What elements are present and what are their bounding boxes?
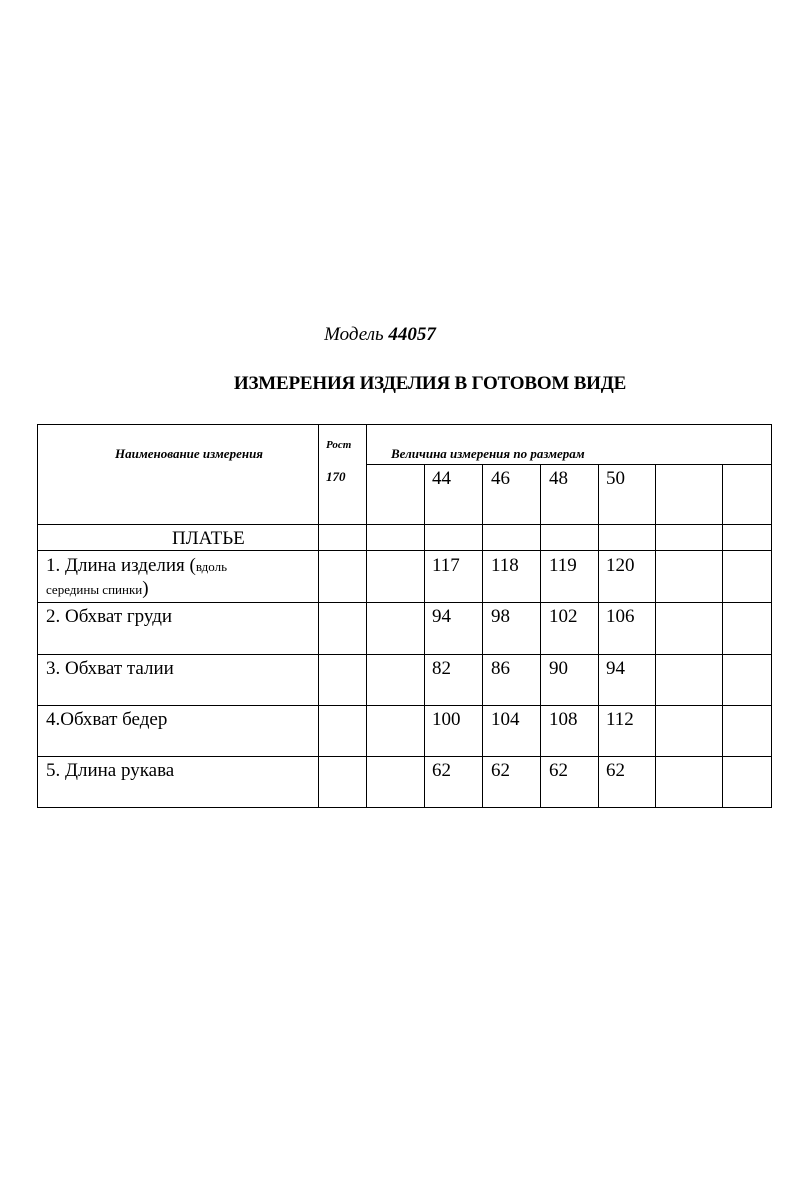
- section-label: ПЛАТЬЕ: [172, 528, 245, 549]
- row-line-3: [37, 705, 772, 706]
- row-1-name-note: вдоль: [195, 559, 228, 574]
- table-border-top: [37, 424, 772, 425]
- row-3-name: 3. Обхват талии: [46, 658, 174, 679]
- table-border-bottom: [37, 807, 772, 808]
- row-2-value-46: 98: [491, 606, 510, 627]
- col-line-48: [540, 464, 541, 808]
- row-3-value-48: 90: [549, 658, 568, 679]
- model-prefix: Модель: [324, 324, 384, 345]
- row-3-value-46: 86: [491, 658, 510, 679]
- row-line-4: [37, 756, 772, 757]
- row-4-value-48: 108: [549, 709, 578, 730]
- row-4-name: 4.Обхват бедер: [46, 709, 168, 730]
- row-line-2: [37, 654, 772, 655]
- col-line-46: [482, 464, 483, 808]
- row-1-name-main: 1. Длина изделия (: [46, 555, 196, 576]
- height-value: 170: [326, 469, 346, 484]
- height-label: Рост: [326, 439, 352, 451]
- row-1-value-46: 118: [491, 555, 519, 576]
- name-column-header: Наименование измерения: [115, 446, 263, 461]
- row-1-value-48: 119: [549, 555, 577, 576]
- row-2-value-44: 94: [432, 606, 451, 627]
- row-1-name-note-2: середины спинки: [46, 582, 143, 597]
- row-5-value-48: 62: [549, 760, 568, 781]
- row-3-value-44: 82: [432, 658, 451, 679]
- col-line-extra-2: [722, 464, 723, 808]
- row-5-name: 5. Длина рукава: [46, 760, 175, 781]
- document-title: ИЗМЕРЕНИЯ ИЗДЕЛИЯ В ГОТОВОМ ВИДЕ: [233, 373, 627, 394]
- row-1-name-close: ): [142, 578, 149, 599]
- row-3-value-50: 94: [606, 658, 625, 679]
- row-4-value-44: 100: [432, 709, 461, 730]
- row-5-value-46: 62: [491, 760, 510, 781]
- col-line-sizes: [366, 424, 367, 808]
- row-1-value-50: 120: [606, 555, 635, 576]
- header-bottom-line: [37, 524, 772, 525]
- row-5-value-50: 62: [606, 760, 625, 781]
- col-line-44: [424, 464, 425, 808]
- size-header-44: 44: [432, 468, 451, 489]
- row-2-name: 2. Обхват груди: [46, 606, 173, 627]
- model-line: [0, 324, 760, 346]
- model-number: 44057: [388, 324, 436, 345]
- sizes-header: Величина измерения по размерам: [391, 446, 585, 461]
- col-line-height: [318, 424, 319, 808]
- row-1-name: [46, 555, 227, 577]
- row-4-value-46: 104: [491, 709, 520, 730]
- row-4-value-50: 112: [606, 709, 634, 730]
- col-line-extra-1: [655, 464, 656, 808]
- row-2-value-50: 106: [606, 606, 635, 627]
- row-2-value-48: 102: [549, 606, 578, 627]
- section-bottom-line: [37, 550, 772, 551]
- header-split-line: [366, 464, 772, 465]
- row-5-value-44: 62: [432, 760, 451, 781]
- table-border-right: [771, 424, 772, 808]
- size-header-50: 50: [606, 468, 625, 489]
- size-header-48: 48: [549, 468, 568, 489]
- row-1-value-44: 117: [432, 555, 460, 576]
- row-line-1: [37, 602, 772, 603]
- table-border-left: [37, 424, 38, 808]
- row-1-name-line2: [46, 578, 149, 600]
- size-header-46: 46: [491, 468, 510, 489]
- col-line-50: [598, 464, 599, 808]
